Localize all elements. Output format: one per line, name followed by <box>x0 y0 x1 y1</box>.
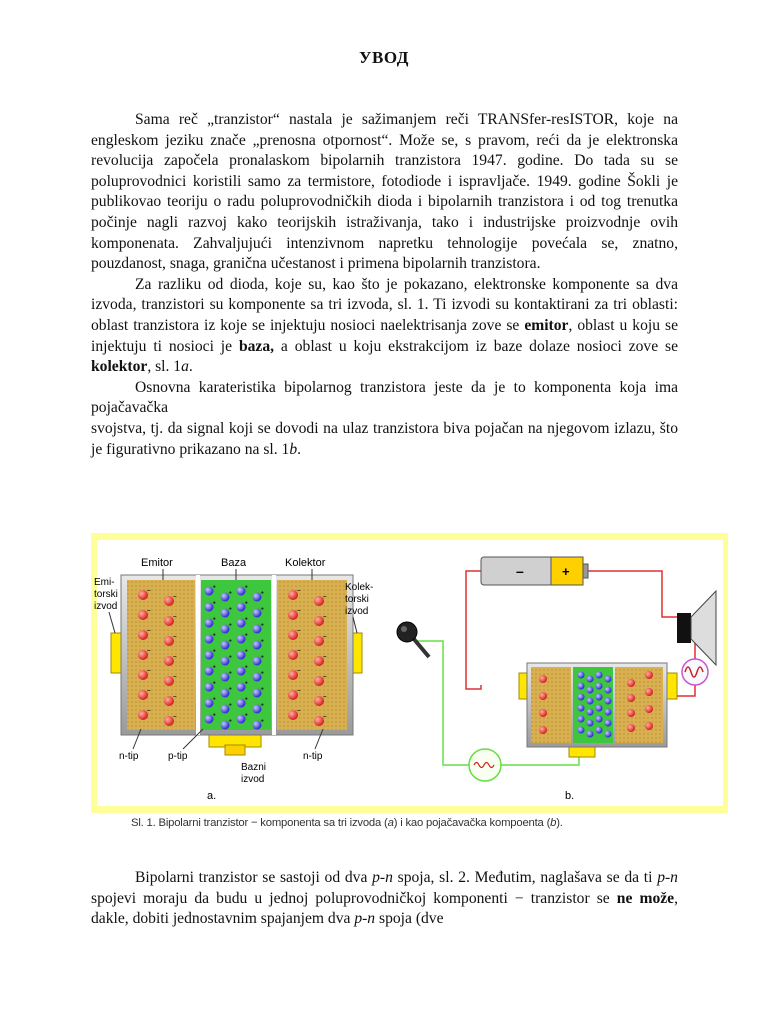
carrier-ball <box>596 672 603 679</box>
text-span: a oblast u koju ekstrakcijom iz baze dolaze nosioci zove se <box>274 337 678 355</box>
term-pn: p-n <box>372 869 393 886</box>
carrier-charge-sign: – <box>323 633 327 640</box>
carrier-charge-sign: – <box>147 607 151 614</box>
carrier-charge-sign: – <box>323 713 327 720</box>
carrier-ball <box>587 676 594 683</box>
carrier-charge-sign: – <box>173 653 177 660</box>
carrier-charge-sign: – <box>297 627 301 634</box>
label-kolektor: Kolektor <box>285 557 326 569</box>
carrier-charge-sign: – <box>297 587 301 594</box>
carrier-ball <box>627 724 635 732</box>
caption-text: ). <box>556 817 563 829</box>
paragraph-amplifier <box>91 378 678 419</box>
carrier-charge-sign: – <box>147 647 151 654</box>
carrier-charge-sign: + <box>228 670 232 677</box>
carrier-charge-sign: + <box>244 648 248 655</box>
text-span: , sl. 1 <box>147 358 182 376</box>
carrier-charge-sign: + <box>228 686 232 693</box>
term-kolektor: kolektor <box>91 358 148 376</box>
carrier-charge-sign: – <box>297 647 301 654</box>
paragraph-amplifier-cont <box>91 419 678 460</box>
carrier-ball <box>605 731 612 738</box>
text-span: , oblast u koju se injektuju ti nosioci je <box>91 316 678 355</box>
carrier-charge-sign: – <box>147 707 151 714</box>
text-span: svojstva, tj. da signal koji se dovodi na ulaz tranzistora biva pojačan na njegovom izlazu, što je figurativno prikazano na sl. 1 <box>91 419 678 458</box>
transistor-illustration <box>91 533 728 813</box>
carrier-ball <box>587 720 594 727</box>
carrier-ball <box>605 698 612 705</box>
carrier-charge-sign: – <box>147 627 151 634</box>
carrier-ball <box>578 727 585 734</box>
carrier-ball <box>596 705 603 712</box>
carrier-charge-sign: + <box>260 654 264 661</box>
label-baza: Baza <box>221 557 247 569</box>
carrier-charge-sign: – <box>173 673 177 680</box>
carrier-ball <box>578 716 585 723</box>
carrier-charge-sign: – <box>173 633 177 640</box>
carrier-ball <box>627 679 635 687</box>
carrier-charge-sign: + <box>212 680 216 687</box>
text-block-top <box>91 110 678 460</box>
carrier-charge-sign: – <box>173 713 177 720</box>
term-baza: baza, <box>238 337 275 355</box>
term-pn: p-n <box>657 869 678 886</box>
carrier-charge-sign: + <box>212 696 216 703</box>
carrier-charge-sign: + <box>260 702 264 709</box>
carrier-charge-sign: + <box>244 616 248 623</box>
paragraph-pn-junctions <box>91 868 678 930</box>
carrier-charge-sign: + <box>260 606 264 613</box>
carrier-ball <box>587 687 594 694</box>
text-span: , dakle, dobiti jednostavnim spajanjem dva <box>91 889 679 928</box>
figure-ref-a: a <box>181 358 189 376</box>
label-kolektorski-1: Kolek- <box>345 582 374 593</box>
text-span: spoja, sl. 2. Međutim, naglašava se da ti <box>392 869 658 886</box>
carrier-charge-sign: – <box>323 693 327 700</box>
figure-caption <box>131 817 691 829</box>
page-title: УВОД <box>359 48 409 67</box>
carrier-ball <box>605 687 612 694</box>
carrier-charge-sign: + <box>260 590 264 597</box>
carrier-ball <box>596 727 603 734</box>
carrier-charge-sign: + <box>212 584 216 591</box>
carrier-ball <box>627 694 635 702</box>
carrier-ball <box>587 698 594 705</box>
term-emitor: emitor <box>524 316 569 334</box>
label-part-a: a. <box>207 790 217 802</box>
emitter-region <box>127 580 195 730</box>
carrier-ball <box>578 683 585 690</box>
carrier-charge-sign: + <box>260 622 264 629</box>
carrier-charge-sign: + <box>212 632 216 639</box>
carrier-charge-sign: + <box>228 622 232 629</box>
caption-text: ) i kao pojačavačka kompoenta ( <box>393 817 551 829</box>
carrier-charge-sign: – <box>173 613 177 620</box>
carrier-charge-sign: – <box>297 667 301 674</box>
input-signal-icon <box>469 749 501 781</box>
carrier-charge-sign: + <box>260 638 264 645</box>
figure-transistor <box>91 533 728 813</box>
carrier-charge-sign: + <box>228 606 232 613</box>
carrier-charge-sign: + <box>228 702 232 709</box>
carrier-charge-sign: + <box>228 638 232 645</box>
carrier-charge-sign: + <box>212 712 216 719</box>
carrier-charge-sign: – <box>323 673 327 680</box>
carrier-ball <box>587 731 594 738</box>
carrier-charge-sign: + <box>228 654 232 661</box>
carrier-charge-sign: – <box>297 707 301 714</box>
carrier-ball <box>539 709 547 717</box>
output-signal-icon <box>682 659 708 685</box>
carrier-ball <box>596 683 603 690</box>
label-part-b: b. <box>565 790 575 802</box>
carrier-charge-sign: + <box>244 696 248 703</box>
carrier-charge-sign: – <box>323 653 327 660</box>
collector-region <box>277 580 347 730</box>
carrier-ball <box>627 709 635 717</box>
speaker-magnet <box>677 613 691 643</box>
text-span: spoja (dve <box>375 910 444 928</box>
carrier-ball <box>539 692 547 700</box>
label-emitorski-3: izvod <box>94 601 118 612</box>
label-bazni-2: izvod <box>241 774 265 785</box>
carrier-charge-sign: + <box>212 600 216 607</box>
carrier-ball <box>645 688 653 696</box>
carrier-charge-sign: – <box>147 587 151 594</box>
carrier-charge-sign: + <box>244 664 248 671</box>
carrier-charge-sign: – <box>297 607 301 614</box>
carrier-ball <box>578 694 585 701</box>
caption-text: Sl. 1. Bipolarni tranzistor − komponenta sa tri izvoda ( <box>131 817 388 829</box>
carrier-charge-sign: + <box>260 718 264 725</box>
label-emitorski-1: Emi- <box>94 577 115 588</box>
battery-plus: + <box>562 564 570 579</box>
label-n-tip-left: n-tip <box>119 751 139 762</box>
carrier-ball <box>578 672 585 679</box>
text-span: Bipolarni tranzistor se sastoji od dva <box>135 869 373 886</box>
carrier-ball <box>539 675 547 683</box>
carrier-ball <box>596 694 603 701</box>
carrier-charge-sign: – <box>147 667 151 674</box>
carrier-charge-sign: + <box>244 600 248 607</box>
carrier-charge-sign: – <box>323 613 327 620</box>
carrier-charge-sign: + <box>244 584 248 591</box>
carrier-ball <box>605 720 612 727</box>
carrier-ball <box>605 709 612 716</box>
text-span: spojevi moraju da budu u jednoj poluprovodničkoj komponenti − tranzistor se <box>91 889 617 907</box>
carrier-ball <box>539 726 547 734</box>
text-block-bottom <box>91 868 678 930</box>
term-ne-moze: ne može <box>616 889 675 907</box>
carrier-ball <box>578 705 585 712</box>
carrier-charge-sign: + <box>212 664 216 671</box>
carrier-ball <box>587 709 594 716</box>
label-kolektorski-3: izvod <box>345 606 369 617</box>
carrier-charge-sign: + <box>260 686 264 693</box>
carrier-ball <box>596 716 603 723</box>
microphone-icon <box>397 622 417 642</box>
carrier-charge-sign: + <box>244 632 248 639</box>
label-emitor: Emitor <box>141 557 173 569</box>
term-pn: p-n <box>354 910 376 928</box>
text-span: . <box>297 440 302 458</box>
carrier-charge-sign: + <box>244 680 248 687</box>
carrier-charge-sign: – <box>323 593 327 600</box>
carrier-charge-sign: + <box>212 616 216 623</box>
text-span: Za razliku od dioda, koje su, kao što je pokazano, elektronske komponente sa dva izvoda, tranzistori su komponente sa tri izvoda, sl. 1. Ti izvodi su kontaktirani za tri oblasti: oblast tranzistora iz koje se injektuju nosioci naelektrisanja zove se <box>91 275 678 334</box>
paragraph-terminals <box>91 275 678 378</box>
paragraph-intro: Sama reč „tranzistor“ nastala je sažimanjem reči TRANSfer-resISTOR, koje na engleskom jeziku znače „prenosna otpornost“. Može se, s pravom, reći da je elektronska revolucija započela pronalaskom bipolarnih tranzistora 1947. godine. Do tada su se poluprovodnici koristili samo za termistore, fotodiode i ispravljače. 1949. godine Šokli je publikovao teoriju o radu poluprovodničkih dioda i bipolarnih tranzistora i od tog trenutka počinje nagli razvoj kako teorijskih istraživanja, tako i industrijske proizvodnje ovih komponenata. Zahvaljujući intenzivnom napretku tehnologije povećala se, znatno, pouzdanost, snaga, granična učestanost i primena bipolarnih tranzistora. <box>91 111 678 273</box>
label-n-tip-right: n-tip <box>303 751 323 762</box>
carrier-charge-sign: + <box>260 670 264 677</box>
text-span: . <box>188 358 193 376</box>
carrier-charge-sign: – <box>297 687 301 694</box>
label-bazni-1: Bazni <box>241 762 267 773</box>
caption-ref-b: b <box>550 817 557 829</box>
carrier-ball <box>645 705 653 713</box>
figure-ref-b: b <box>289 440 298 458</box>
carrier-ball <box>645 722 653 730</box>
carrier-charge-sign: – <box>173 593 177 600</box>
label-kolektorski-2: torski <box>345 594 369 605</box>
label-p-tip: p-tip <box>168 751 188 762</box>
carrier-charge-sign: + <box>244 712 248 719</box>
carrier-ball <box>645 671 653 679</box>
carrier-charge-sign: + <box>228 718 232 725</box>
carrier-charge-sign: + <box>228 590 232 597</box>
text-span: Osnovna karateristika bipolarnog tranzistora jeste da je to komponenta koja ima pojačavačka <box>91 378 678 417</box>
caption-ref-a: a <box>387 817 394 829</box>
battery-minus: – <box>516 563 524 579</box>
carrier-ball <box>605 676 612 683</box>
label-emitorski-2: torski <box>94 589 118 600</box>
carrier-charge-sign: – <box>147 687 151 694</box>
carrier-charge-sign: + <box>212 648 216 655</box>
carrier-charge-sign: – <box>173 693 177 700</box>
